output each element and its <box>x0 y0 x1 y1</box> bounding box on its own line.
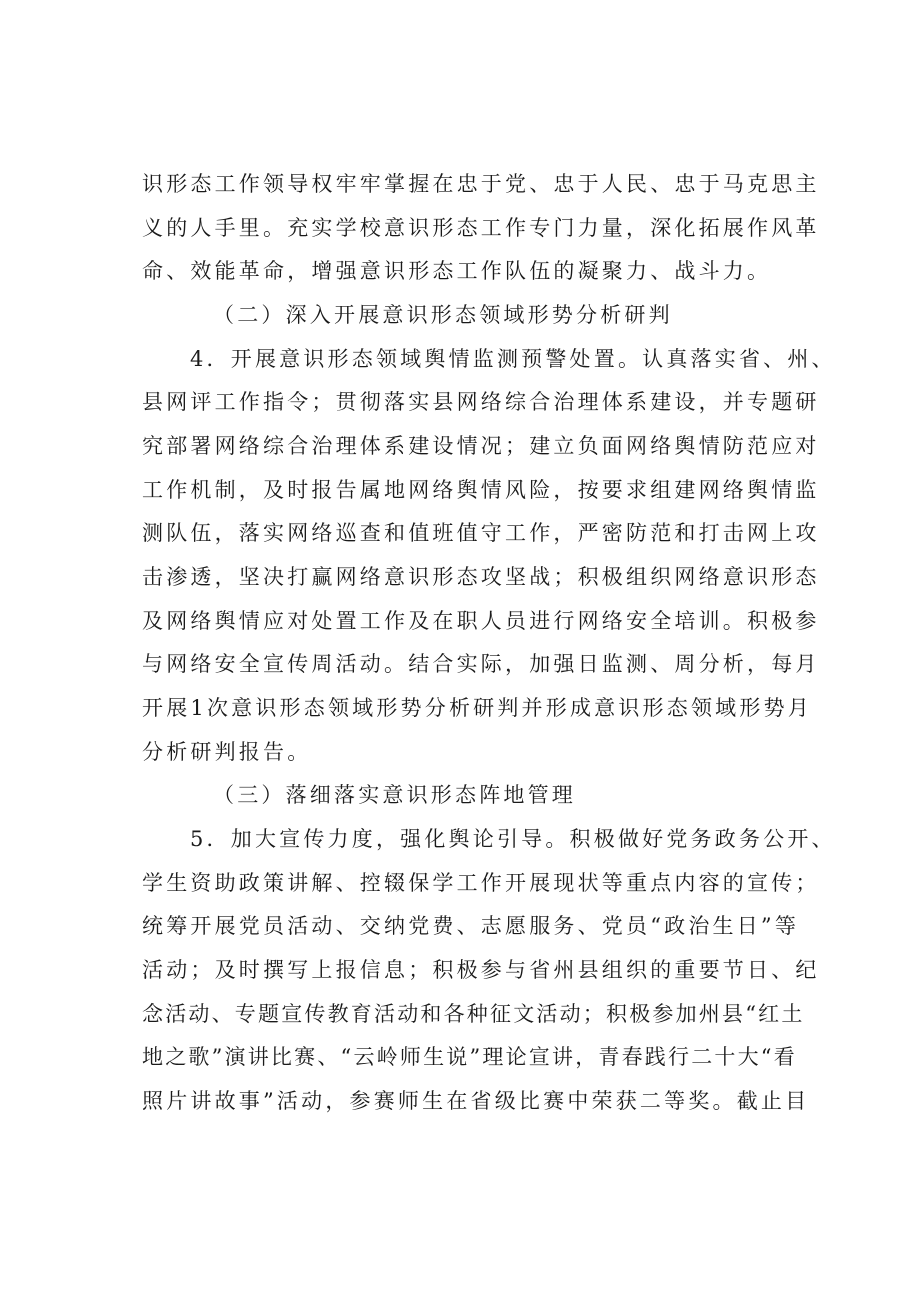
text-line: 学生资助政策讲解、控辍保学工作开展现状等重点内容的宣传； <box>142 871 820 895</box>
section-heading: （三）落细落实意识形态阵地管理 <box>213 783 576 807</box>
text-line: 分析研判报告。 <box>142 740 312 764</box>
text-line: 活动；及时撰写上报信息；积极参与省州县组织的重要节日、纪 <box>142 958 820 982</box>
text-line: 命、效能革命，增强意识形态工作队伍的凝聚力、战斗力。 <box>142 259 772 283</box>
text-line: 地之歌”演讲比赛、“云岭师生说”理论宣讲，青春践行二十大“看 <box>142 1045 797 1069</box>
text-line: 与网络安全宣传周活动。结合实际，加强日监测、周分析，每月 <box>142 652 820 676</box>
text-line: 工作机制，及时报告属地网络舆情风险，按要求组建网络舆情监 <box>142 478 820 502</box>
item-heading: 5．加大宣传力度，强化舆论引导。积极做好党务政务公开、 <box>190 827 836 851</box>
text-line: 统筹开展党员活动、交纳党费、志愿服务、党员“政治生日”等 <box>142 914 800 938</box>
text-line: 开展1次意识形态领域形势分析研判并形成意识形态领域形势月 <box>142 696 812 720</box>
text-line: 县网评工作指令；贯彻落实县网络综合治理体系建设，并专题研 <box>142 390 820 414</box>
text-line: 照片讲故事”活动，参赛师生在省级比赛中荣获二等奖。截止目 <box>142 1089 810 1113</box>
item-heading: 4．开展意识形态领域舆情监测预警处置。认真落实省、州、 <box>190 347 836 371</box>
text-line: 测队伍，落实网络巡查和值班值守工作，严密防范和打击网上攻 <box>142 521 820 545</box>
text-line: 究部署网络综合治理体系建设情况；建立负面网络舆情防范应对 <box>142 434 820 458</box>
text-line: 及网络舆情应对处置工作及在职人员进行网络安全培训。积极参 <box>142 609 820 633</box>
text-line: 义的人手里。充实学校意识形态工作专门力量，深化拓展作风革 <box>142 216 820 240</box>
text-line: 击渗透，坚决打赢网络意识形态攻坚战；积极组织网络意识形态 <box>142 565 820 589</box>
text-line: 念活动、专题宣传教育活动和各种征文活动；积极参加州县“红土 <box>142 1002 805 1026</box>
text-line: 识形态工作领导权牢牢掌握在忠于党、忠于人民、忠于马克思主 <box>142 172 820 196</box>
section-heading: （二）深入开展意识形态领域形势分析研判 <box>213 303 673 327</box>
